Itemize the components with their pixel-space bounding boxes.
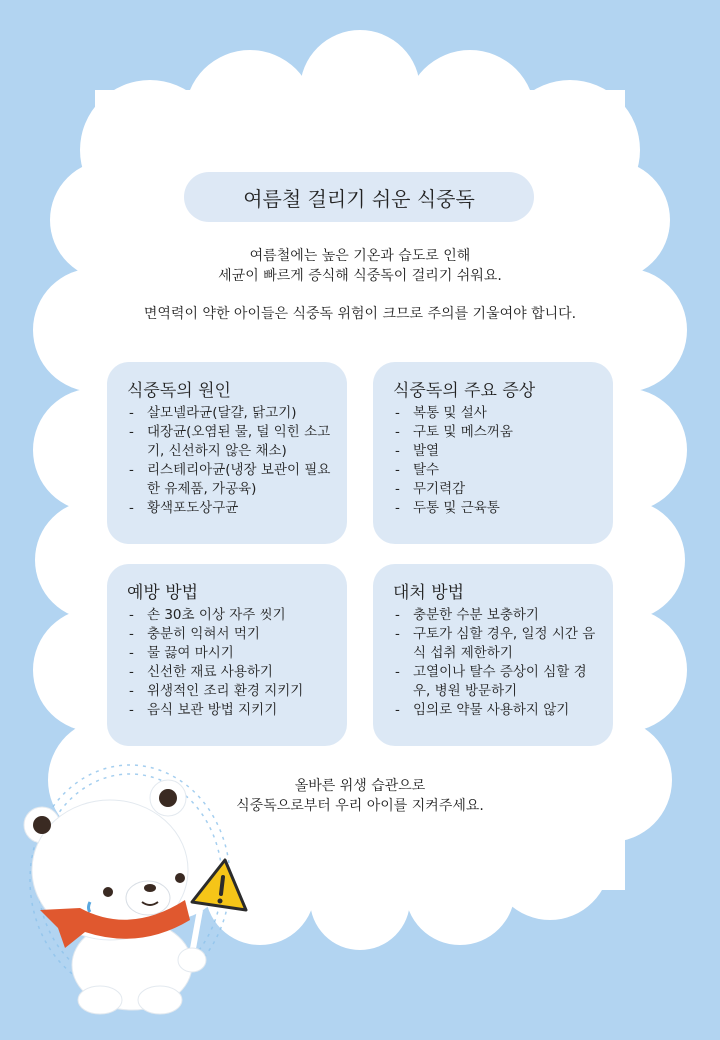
list-item: - 대장균(오염된 물, 덜 익힌 소고기, 신선하지 않은 채소) <box>127 423 337 461</box>
list-item: - 임의로 약물 사용하지 않기 <box>393 701 603 720</box>
closing-line: 식중독으로부터 우리 아이를 지켜주세요. <box>236 798 484 814</box>
intro-line: 여름철에는 높은 기온과 습도로 인해 <box>249 248 471 264</box>
card-title: 대처 방법 <box>393 583 465 603</box>
list-item: - 신선한 재료 사용하기 <box>127 663 337 682</box>
list-item: - 황색포도상구균 <box>127 499 337 518</box>
card-prevention <box>107 564 347 746</box>
list-item: - 리스테리아균(냉장 보관이 필요한 유제품, 가공육) <box>127 461 337 499</box>
eye-left <box>103 887 113 897</box>
list-item: - 두통 및 근육통 <box>393 499 603 518</box>
polar-bear-mascot <box>20 760 260 1020</box>
intro-line: 면역력이 약한 아이들은 식중독 위험이 크므로 주의를 기울여야 합니다. <box>143 306 577 322</box>
warning-sign-icon <box>192 860 246 910</box>
list-item: - 구토가 심할 경우, 일정 시간 음식 섭취 제한하기 <box>393 625 603 663</box>
list-item: - 복통 및 설사 <box>393 404 603 423</box>
card-list <box>393 606 603 720</box>
nose <box>144 884 156 892</box>
card-title: 식중독의 주요 증상 <box>393 381 536 401</box>
list-item: - 살모넬라균(달걀, 닭고기) <box>127 404 337 423</box>
card-symptoms <box>373 362 613 544</box>
sweat-drop <box>89 902 91 912</box>
intro-warning <box>80 304 640 324</box>
ear-right <box>159 789 177 807</box>
closing-line: 올바른 위생 습관으로 <box>294 778 426 794</box>
list-item: - 무기력감 <box>393 480 603 499</box>
eye-right <box>175 873 185 883</box>
list-item: - 발열 <box>393 442 603 461</box>
list-item: - 충분히 익혀서 먹기 <box>127 625 337 644</box>
list-item: - 충분한 수분 보충하기 <box>393 606 603 625</box>
card-list <box>127 404 337 518</box>
card-title: 식중독의 원인 <box>127 381 231 401</box>
list-item: - 손 30초 이상 자주 씻기 <box>127 606 337 625</box>
list-item: - 음식 보관 방법 지키기 <box>127 701 337 720</box>
list-item: - 위생적인 조리 환경 지키기 <box>127 682 337 701</box>
card-causes <box>107 362 347 544</box>
intro-line: 세균이 빠르게 증식해 식중독이 걸리기 쉬워요. <box>218 268 502 284</box>
list-item: - 고열이나 탈수 증상이 심할 경우, 병원 방문하기 <box>393 663 603 701</box>
list-item: - 탈수 <box>393 461 603 480</box>
card-response <box>373 564 613 746</box>
intro-text <box>80 246 640 286</box>
ear-left <box>33 816 51 834</box>
list-item: - 물 끓여 마시기 <box>127 644 337 663</box>
card-list <box>127 606 337 720</box>
card-list <box>393 404 603 518</box>
list-item: - 구토 및 메스꺼움 <box>393 423 603 442</box>
page-title: 여름철 걸리기 쉬운 식중독 <box>184 172 534 222</box>
bear-paw <box>178 948 206 972</box>
card-title: 예방 방법 <box>127 583 199 603</box>
